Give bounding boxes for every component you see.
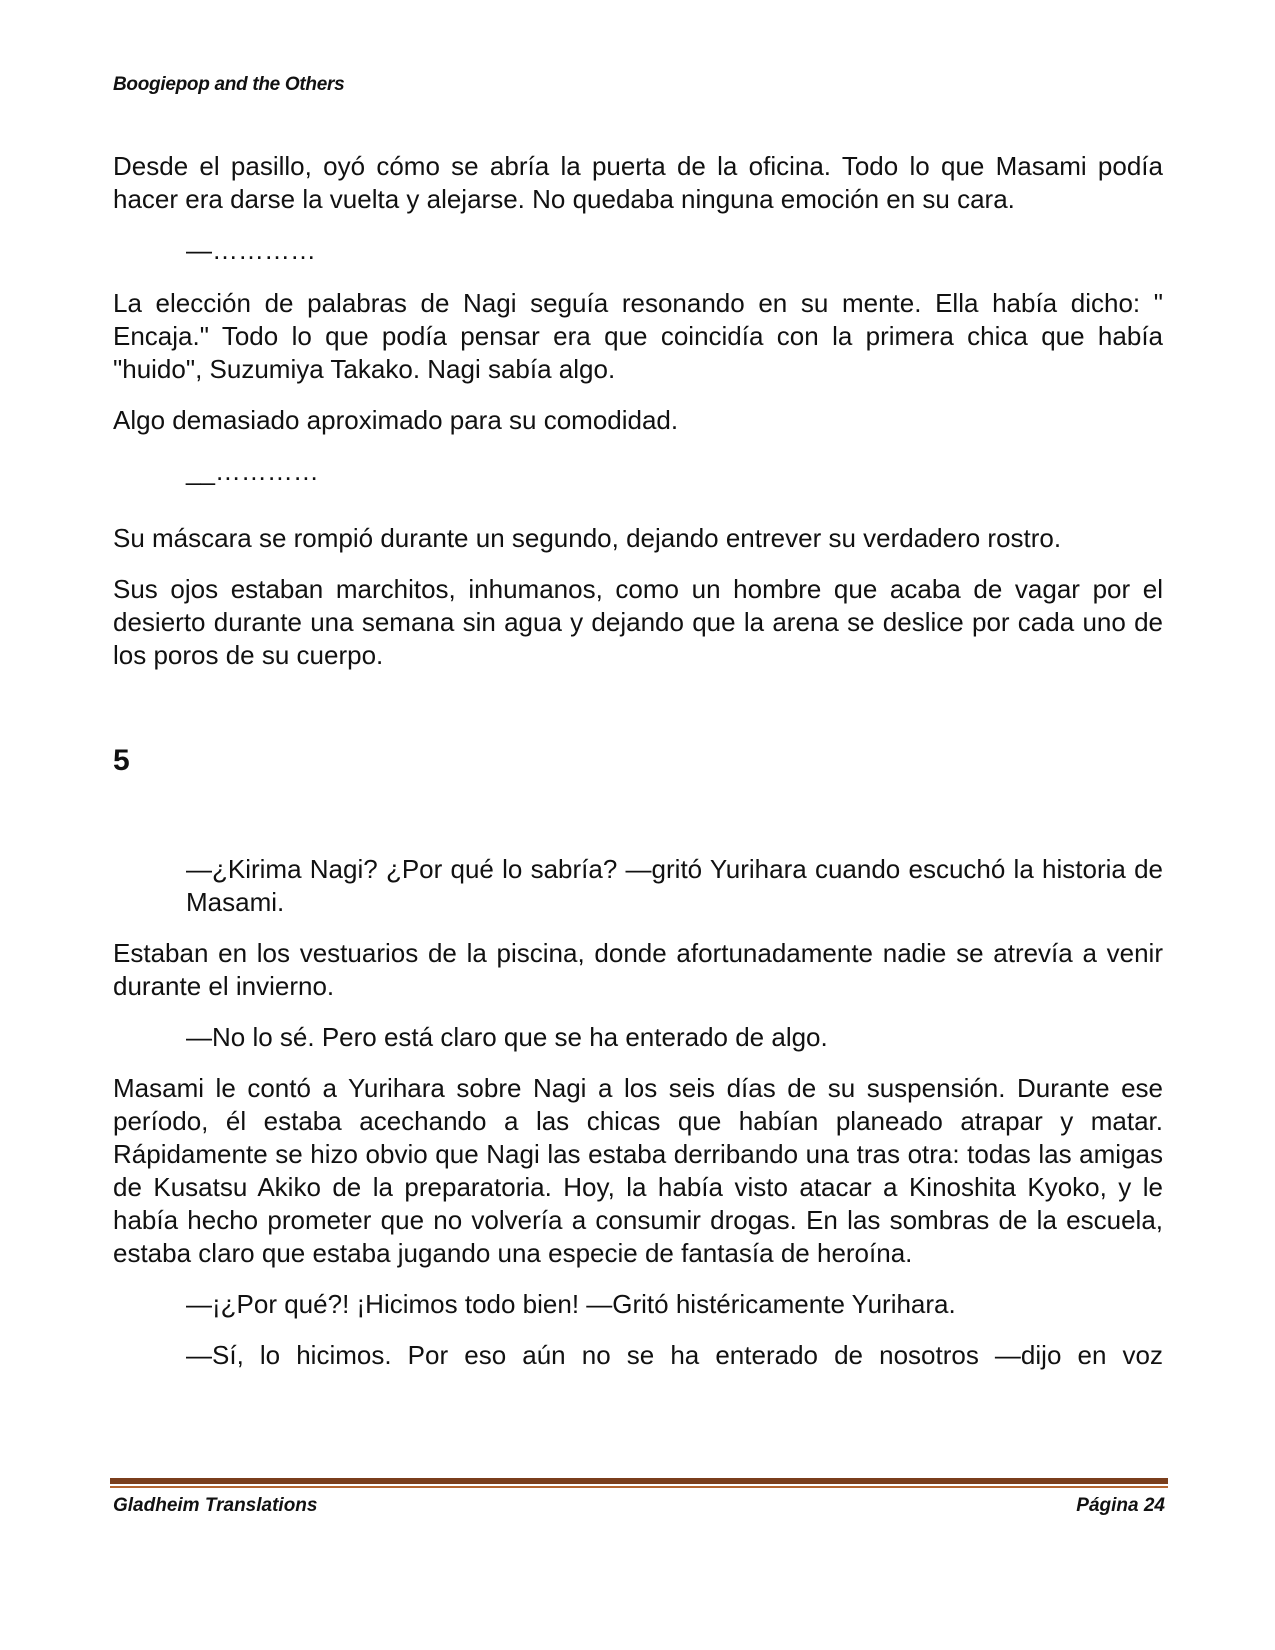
dialogue-paragraph: —¡¿Por qué?! ¡Hicimos todo bien! —Gritó histéricamente Yurihara. bbox=[186, 1289, 956, 1319]
footer-divider bbox=[110, 1478, 1168, 1484]
footer-divider-thin bbox=[110, 1486, 1168, 1488]
dialogue-paragraph: —Sí, lo hicimos. Por eso aún no se ha enterado de nosotros —dijo en voz bbox=[186, 1340, 1163, 1370]
page-body bbox=[113, 150, 1163, 1390]
paragraph: Sus ojos estaban marchitos, inhumanos, como un hombre que acaba de vagar por el desierto durante una semana sin agua y dejando que la arena se deslice por cada uno de los poros de su cuerpo. bbox=[113, 574, 1163, 670]
footer-page-number: Página 24 bbox=[1076, 1495, 1165, 1516]
dialogue-ellipsis: __………… bbox=[186, 456, 319, 486]
dialogue-paragraph: —¿Kirima Nagi? ¿Por qué lo sabría? —gritó Yurihara cuando escuchó la historia de Masami. bbox=[186, 854, 1163, 917]
dialogue-paragraph: —No lo sé. Pero está claro que se ha enterado de algo. bbox=[186, 1022, 828, 1052]
paragraph: Estaban en los vestuarios de la piscina, donde afortunadamente nadie se atrevía a venir durante el invierno. bbox=[113, 938, 1163, 1001]
dialogue-ellipsis: —………… bbox=[186, 235, 316, 265]
header-book-title: Boogiepop and the Others bbox=[113, 74, 345, 95]
paragraph: Masami le contó a Yurihara sobre Nagi a los seis días de su suspensión. Durante ese período, él estaba acechando a las chicas que habían planeado atrapar y matar. Rápidamente se hizo obvio que Nagi las estaba derribando una tras otra: todas las amigas de Kusatsu Akiko de la preparatoria. Hoy, la había visto atacar a Kinoshita Kyoko, y le había hecho prometer que no volvería a consumir drogas. En las sombras de la escuela, estaba claro que estaba jugando una especie de fantasía de heroína. bbox=[113, 1073, 1163, 1268]
paragraph: La elección de palabras de Nagi seguía resonando en su mente. Ella había dicho: " Encaja." Todo lo que podía pensar era que coincidía con la primera chica que había "huido", Suzumiya Takako. Nagi sabía algo. bbox=[113, 288, 1163, 384]
footer-translator: Gladheim Translations bbox=[113, 1495, 318, 1516]
paragraph: Su máscara se rompió durante un segundo, dejando entrever su verdadero rostro. bbox=[113, 523, 1062, 553]
paragraph: Algo demasiado aproximado para su comodidad. bbox=[113, 405, 679, 435]
section-number: 5 bbox=[113, 744, 130, 777]
paragraph: Desde el pasillo, oyó cómo se abría la puerta de la oficina. Todo lo que Masami podía hacer era darse la vuelta y alejarse. No quedaba ninguna emoción en su cara. bbox=[113, 151, 1163, 214]
